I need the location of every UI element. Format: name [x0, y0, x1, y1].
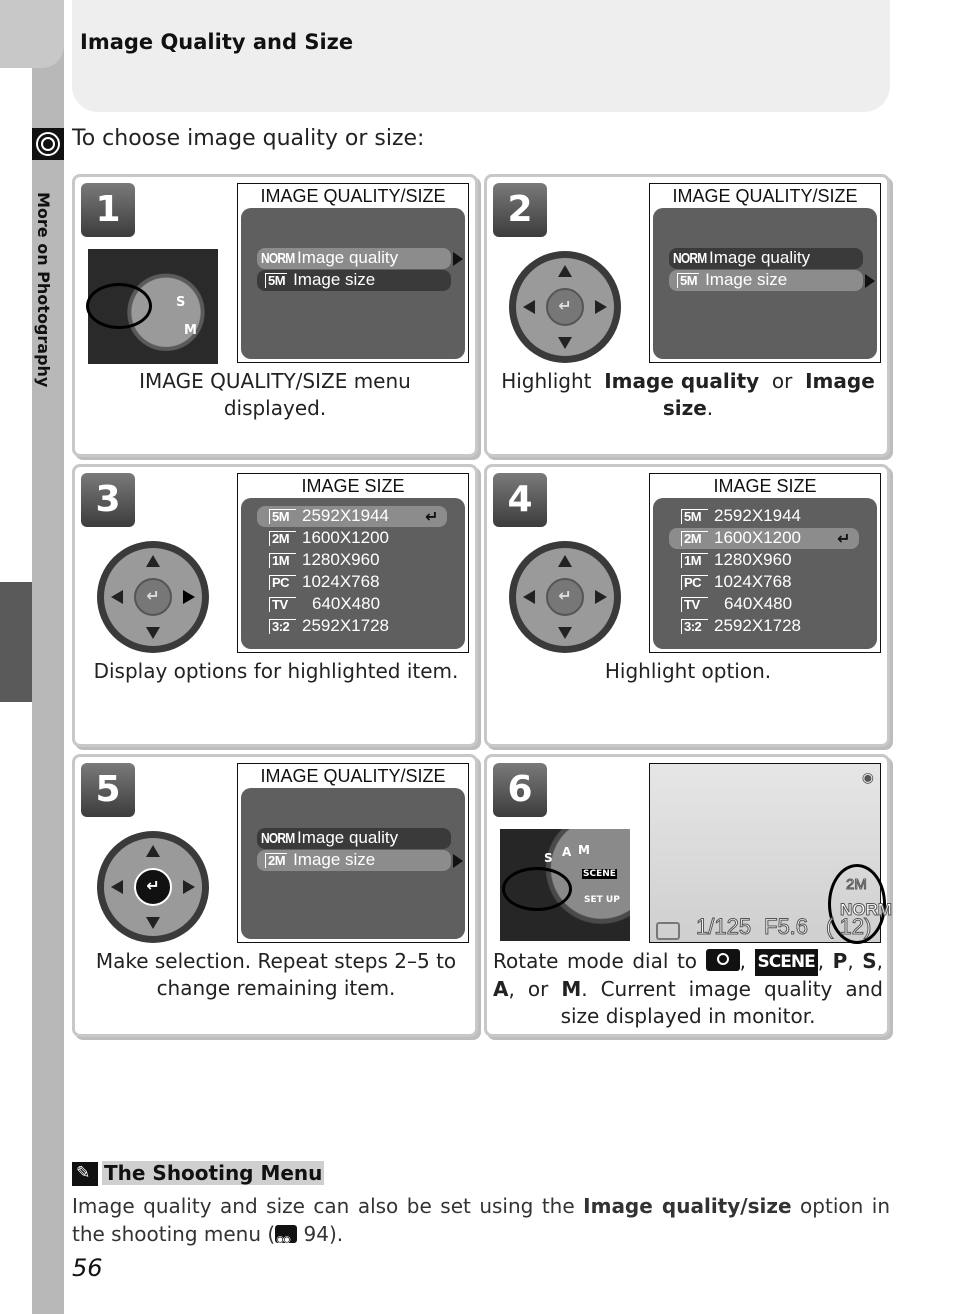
menu-item-quality[interactable]: NORM Image quality: [261, 828, 399, 847]
screen-body: [241, 208, 465, 359]
ok-button[interactable]: ↵: [546, 288, 584, 326]
ok-button[interactable]: ↵: [546, 578, 584, 616]
step-number: 5: [81, 763, 135, 817]
left-arrow-icon: [523, 590, 535, 604]
ok-button[interactable]: ↵: [134, 868, 172, 906]
auto-mode-icon: [706, 949, 740, 971]
menu-item-size[interactable]: 2M Image size: [265, 850, 375, 870]
step-caption: Display options for highlighted item.: [93, 659, 459, 683]
step-number: 2: [493, 183, 547, 237]
up-arrow-icon: [558, 265, 572, 277]
screen-body: [241, 498, 465, 649]
screen-body: [241, 788, 465, 939]
page-ref[interactable]: 94: [303, 1222, 329, 1246]
dial-label-setup: SET UP: [584, 895, 620, 905]
screen-title: IMAGE SIZE: [713, 476, 817, 496]
step-panel-4: [484, 464, 890, 747]
camera-screen: [649, 473, 881, 653]
step-panel-5: [72, 754, 478, 1037]
size-option[interactable]: TV 640X480: [681, 594, 792, 614]
screen-title: IMAGE SIZE: [301, 476, 405, 496]
note-body: Image quality and size can also be set using the Image quality/size option in the shooting menu (◉◉ 94).: [72, 1192, 890, 1248]
menu-item-size[interactable]: 5M Image size: [677, 270, 787, 290]
right-arrow-icon: [453, 854, 463, 868]
size-option[interactable]: 5M 2592X1944: [269, 506, 389, 526]
screen-body: [653, 498, 877, 649]
right-arrow-icon: [453, 252, 463, 266]
eye-icon: ◉: [861, 770, 874, 786]
step-number: 3: [81, 473, 135, 527]
step-number: 1: [81, 183, 135, 237]
left-arrow-icon: [111, 880, 123, 894]
size-option[interactable]: PC 1024X768: [681, 572, 792, 592]
size-option[interactable]: 3:2 2592X1728: [269, 616, 389, 636]
highlight-ring: [86, 283, 152, 329]
up-arrow-icon: [146, 555, 160, 567]
dial-label-m: M: [184, 323, 197, 338]
up-arrow-icon: [146, 845, 160, 857]
section-marker: [0, 582, 32, 702]
dial-label-s: S: [176, 295, 186, 310]
mode-dial-photo: [88, 249, 218, 364]
right-arrow-icon: [865, 274, 875, 288]
shutter-speed: 1/125: [696, 914, 752, 939]
screen-title: IMAGE QUALITY/SIZE: [260, 186, 446, 206]
enter-icon: ↵: [837, 529, 851, 548]
size-option[interactable]: 3:2 2592X1728: [681, 616, 801, 636]
multi-selector[interactable]: [97, 541, 209, 653]
dial-label-scene: SCENE: [583, 869, 616, 879]
right-arrow-icon: [595, 590, 607, 604]
left-arrow-icon: [523, 300, 535, 314]
right-arrow-icon: [183, 880, 195, 894]
menu-item-size[interactable]: 5M Image size: [265, 270, 375, 290]
side-rail-tab: [0, 0, 64, 68]
page-ref-icon: [275, 1225, 297, 1243]
camera-monitor: [649, 763, 892, 943]
step-caption: Rotate mode dial to , SCENE , P, S, A, or M. Current image quality and size displayed in monitor.: [493, 949, 884, 1028]
page-number: 56: [72, 1254, 103, 1282]
step-caption: Make selection. Repeat steps 2–5 to change remaining item.: [95, 949, 457, 1000]
screen-title: IMAGE QUALITY/SIZE: [672, 186, 858, 206]
camera-mode-icon: [656, 922, 680, 940]
size-option[interactable]: TV 640X480: [269, 594, 380, 614]
menu-item-quality[interactable]: NORM Image quality: [261, 248, 399, 267]
multi-selector[interactable]: [97, 831, 209, 943]
right-arrow-icon: [183, 590, 195, 604]
down-arrow-icon: [146, 917, 160, 929]
camera-screen: [237, 473, 469, 653]
camera-screen: [237, 183, 469, 363]
enter-icon: ↵: [425, 507, 439, 526]
size-option[interactable]: 1M 1280X960: [269, 550, 380, 570]
frames-remaining: ( 12): [826, 914, 872, 939]
step-panel-3: [72, 464, 478, 747]
multi-selector[interactable]: [509, 251, 621, 363]
header-band: [72, 0, 890, 112]
camera-mode-icon: [32, 128, 64, 160]
dial-label-s: S: [544, 851, 553, 865]
screen-body: [653, 208, 877, 359]
size-option[interactable]: PC 1024X768: [269, 572, 380, 592]
left-arrow-icon: [111, 590, 123, 604]
scene-icon: SCENE: [755, 949, 818, 976]
screen-title: IMAGE QUALITY/SIZE: [260, 766, 446, 786]
menu-item-quality[interactable]: NORM Image quality: [673, 248, 811, 267]
section-label: More on Photography: [34, 192, 53, 388]
step-panel-2: [484, 174, 890, 457]
right-arrow-icon: [595, 300, 607, 314]
aperture: F5.6: [764, 914, 809, 939]
note-title: The Shooting Menu: [104, 1161, 323, 1185]
size-option[interactable]: 2M 1600X1200: [269, 528, 389, 548]
highlight-ring: [502, 867, 572, 911]
pencil-icon: [72, 1162, 98, 1186]
dial-label-m: M: [578, 843, 590, 857]
page-title: Image Quality and Size: [80, 30, 354, 54]
multi-selector[interactable]: [509, 541, 621, 653]
ok-button[interactable]: ↵: [134, 578, 172, 616]
down-arrow-icon: [146, 627, 160, 639]
step-number: 6: [493, 763, 547, 817]
step-caption: Highlight Image quality or Image size.: [501, 369, 875, 420]
intro-text: To choose image quality or size:: [72, 126, 425, 151]
down-arrow-icon: [558, 627, 572, 639]
image-size-indicator: 2M: [846, 876, 867, 893]
image-quality-indicator: NORM: [840, 900, 892, 919]
step-panel-1: [72, 174, 478, 457]
up-arrow-icon: [558, 555, 572, 567]
size-option[interactable]: 2M 1600X1200: [681, 528, 801, 548]
size-option[interactable]: 1M 1280X960: [681, 550, 792, 570]
dial-label-a: A: [562, 845, 572, 859]
step-caption: Highlight option.: [604, 659, 772, 683]
size-option[interactable]: 5M 2592X1944: [681, 506, 801, 526]
step-panel-6: [484, 754, 890, 1037]
camera-screen: [237, 763, 469, 943]
camera-screen: [649, 183, 881, 363]
step-number: 4: [493, 473, 547, 527]
step-caption: IMAGE QUALITY/SIZE menu displayed.: [139, 369, 411, 420]
mode-dial-photo: [500, 829, 630, 941]
down-arrow-icon: [558, 337, 572, 349]
